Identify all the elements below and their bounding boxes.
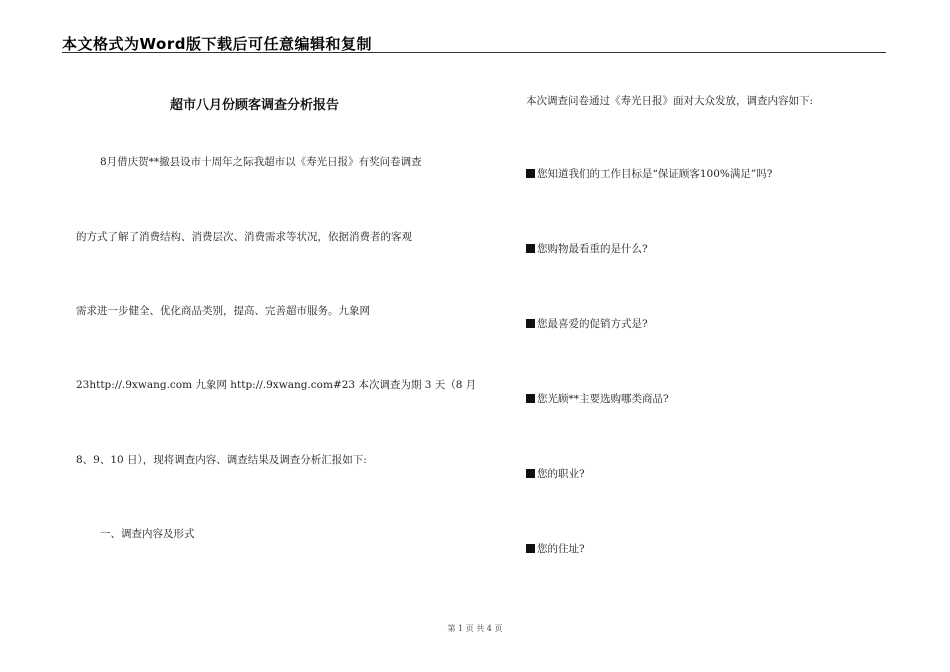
section-heading: 一、调查内容及形式: [100, 528, 195, 540]
question-text: 您的职业?: [537, 468, 585, 480]
paragraph-line: 需求进一步健全、优化商品类别，提高、完善超市服务。九象网: [76, 305, 370, 317]
question-text: 您购物最看重的是什么?: [537, 243, 648, 255]
question-text: 您的住址?: [537, 543, 585, 555]
square-bullet-icon: [526, 244, 535, 253]
square-bullet-icon: [526, 394, 535, 403]
document-header: 本文格式为Word版下载后可任意编辑和复制: [62, 35, 372, 53]
paragraph-line: 的方式了解了消费结构、消费层次、消费需求等状况，依据消费者的客观: [76, 231, 412, 243]
page-number: 第 1 页 共 4 页: [447, 624, 503, 633]
question-item: [526, 542, 585, 556]
square-bullet-icon: [526, 469, 535, 478]
paragraph-line: 23http://.9xwang.com 九象网 http://.9xwang.com#23 本次调查为期 3 天（8 月: [76, 379, 477, 391]
square-bullet-icon: [526, 319, 535, 328]
square-bullet-icon: [526, 169, 535, 178]
paragraph-line: 8、9、10 日），现将调查内容、调查结果及调查分析汇报如下:: [76, 454, 367, 466]
question-text: 您光顾**主要选购哪类商品?: [537, 393, 669, 405]
question-item: [526, 317, 648, 331]
question-item: [526, 167, 772, 181]
survey-intro: 本次调查问卷通过《寿光日报》面对大众发放，调查内容如下:: [526, 95, 814, 107]
paragraph-line: 8月借庆贺**撤县设市十周年之际我超市以《寿光日报》有奖问卷调查: [100, 156, 422, 168]
question-text: 您最喜爱的促销方式是?: [537, 318, 648, 330]
square-bullet-icon: [526, 544, 535, 553]
document-title: 超市八月份顾客调查分析报告: [170, 98, 340, 113]
question-item: [526, 392, 669, 406]
question-item: [526, 242, 648, 256]
question-text: 您知道我们的工作目标是“保证顾客100%满足”吗?: [537, 168, 773, 180]
header-divider: [62, 52, 886, 53]
question-item: [526, 467, 585, 481]
